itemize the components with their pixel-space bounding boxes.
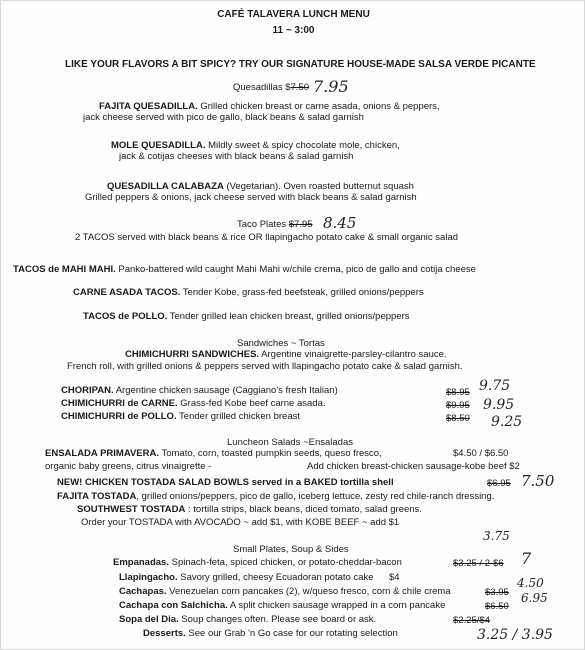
desserts-line: Desserts. See our Grab 'n Go case for our rotating selection xyxy=(143,628,398,639)
quesadillas-new-price: 7.95 xyxy=(313,77,349,96)
salads-heading: Luncheon Salads ~Ensaladas xyxy=(227,437,353,448)
chimi-pollo-old-price: $8.50 xyxy=(446,413,470,424)
quesadillas-heading: Quesadillas $7.50 xyxy=(233,82,310,93)
choripan-new-price: 9.75 xyxy=(479,378,511,394)
empanadas-line: Empanadas. Spinach-feta, spiced chicken, or potato-cheddar-bacon xyxy=(113,557,402,568)
small-plates-heading: Small Plates, Soup & Sides xyxy=(233,544,349,555)
cachapa-salchicha-old-price: $6.50 xyxy=(485,601,509,612)
tostada-bowls-new-price: 7.50 xyxy=(521,472,555,490)
cachapa-salchicha-line: Cachapa con Salchicha. A split chicken sausage wrapped in a corn pancake xyxy=(119,600,446,611)
tacos-pollo-line: TACOS de POLLO. Tender grilled lean chicken breast, grilled onions/peppers xyxy=(83,311,410,322)
fajita-tostada-line: FAJITA TOSTADA, grilled onions/peppers, pico de gallo, iceberg lettuce, zesty red chile-ranch dressing. xyxy=(57,491,495,502)
desserts-new-price: 3.25 / 3.95 xyxy=(477,627,553,643)
chimi-pollo-line: CHIMICHURRI de POLLO. Tender grilled chicken breast xyxy=(61,411,300,422)
chimi-carne-new-price: 9.95 xyxy=(483,397,515,413)
southwest-tostada-line: SOUTHWEST TOSTADA : tortilla strips, black beans, diced tomato, salad greens. xyxy=(77,504,422,515)
tacos-mahi-line: TACOS de MAHI MAHI. Panko-battered wild caught Mahi Mahi w/chile crema, pico de gallo and cotija cheese xyxy=(13,264,476,275)
chimi-carne-old-price: $9.95 xyxy=(446,400,470,411)
choripan-line: CHORIPAN. Argentine chicken sausage (Caggiano's fresh Italian) xyxy=(61,385,338,396)
chimichurri-desc: French roll, with grilled onions & peppers served with llapingacho potato cake & salad garnish. xyxy=(67,361,463,372)
cachapas-old-price: $3.95 xyxy=(485,587,509,598)
primavera-desc: organic baby greens, citrus vinaigrette - xyxy=(45,461,212,472)
cachapa-salchicha-new-price: 6.95 xyxy=(521,591,548,605)
llapingacho-price: $4 xyxy=(389,572,400,583)
taco-plates-new-price: 8.45 xyxy=(323,214,357,232)
avocado-add-on: Order your TOSTADA with AVOCADO ~ add $1, with KOBE BEEF ~ add $1 xyxy=(81,517,400,528)
cachapas-line: Cachapas. Venezuelan corn pancakes (2), w/queso fresco, corn & chile crema xyxy=(119,586,451,597)
menu-tagline: LIKE YOUR FLAVORS A BIT SPICY? TRY OUR SIGNATURE HOUSE-MADE SALSA VERDE PICANTE xyxy=(65,59,536,70)
taco-plates-sub: 2 TACOS served with black beans & rice OR llapingacho potato cake & small organic salad xyxy=(75,232,459,243)
quesadilla-calabaza-desc: Grilled peppers & onions, jack cheese served with black beans & salad garnish xyxy=(85,192,417,203)
primavera-line: ENSALADA PRIMAVERA. Tomato, corn, toasted pumpkin seeds, queso fresco, xyxy=(45,448,382,459)
mole-quesadilla-line: MOLE QUESADILLA. Mildly sweet & spicy chocolate mole, chicken, xyxy=(111,140,400,151)
mole-quesadilla-desc: jack & cotijas cheeses with black beans & salad garnish xyxy=(119,151,354,162)
tortas-heading: Sandwiches ~ Tortas xyxy=(237,338,325,349)
tostada-bowls-old-price: $6.95 xyxy=(487,478,511,489)
sopa-old-price: $2.25/$4 xyxy=(453,615,490,626)
tostada-bowls-title: NEW! CHICKEN TOSTADA SALAD BOWLS served in a BAKED tortilla shell xyxy=(57,477,394,488)
chimi-pollo-new-price: 9.25 xyxy=(491,414,523,430)
primavera-add-on: Add chicken breast-chicken sausage-kobe beef $2 xyxy=(307,461,520,472)
menu-title: CAFÉ TALAVERA LUNCH MENU xyxy=(217,9,370,20)
empanadas-new-price: 7 xyxy=(521,549,532,568)
fajita-quesadilla-line: FAJITA QUESADILLA. Grilled chicken breast or carne asada, onions & peppers, xyxy=(99,101,440,112)
quesadilla-calabaza-line: QUESADILLA CALABAZA (Vegetarian). Oven roasted butternut squash xyxy=(107,181,414,192)
sopa-line: Sopa del Dia. Soup changes often. Please see board or ask. xyxy=(119,614,377,625)
llapingacho-line: Llapingacho. Savory grilled, cheesy Ecuadoran potato cake xyxy=(119,572,374,583)
chimi-carne-line: CHIMICHURRI de CARNE. Grass-fed Kobe beef carne asada. xyxy=(61,398,326,409)
cachapas-new-price: 4.50 xyxy=(517,576,544,590)
primavera-price: $4.50 / $6.50 xyxy=(453,448,509,459)
taco-plates-heading: Taco Plates $7.95 xyxy=(237,219,313,230)
carne-asada-tacos-line: CARNE ASADA TACOS. Tender Kobe, grass-fed beefsteak, grilled onions/peppers xyxy=(73,287,424,298)
menu-hours: 11 ~ 3:00 xyxy=(272,25,315,36)
choripan-old-price: $8.95 xyxy=(446,387,470,398)
empanadas-old-price: $3.25 / 2-$6 xyxy=(453,558,504,569)
fajita-quesadilla-desc: jack cheese served with pico de gallo, black beans & salad garnish xyxy=(83,112,364,123)
small-plates-note: 3.75 xyxy=(483,529,510,543)
chimichurri-line: CHIMICHURRI SANDWICHES. Argentine vinaigrette-parsley-cilantro sauce. xyxy=(125,349,447,360)
